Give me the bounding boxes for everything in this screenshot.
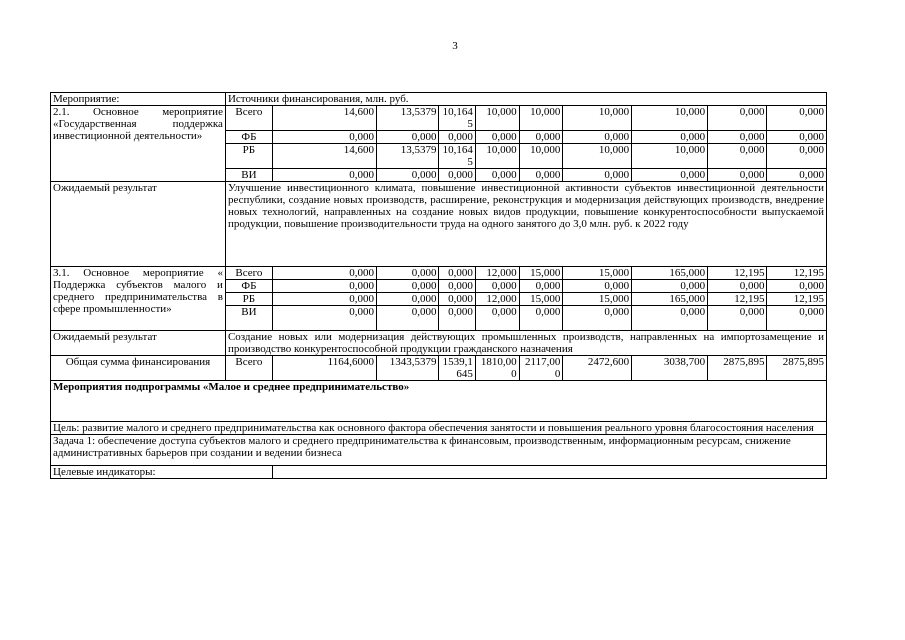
table-cell: 10,000 — [563, 106, 632, 131]
table-cell: 12,195 — [767, 267, 827, 280]
table-cell: 0,000 — [439, 267, 475, 280]
table-cell: 12,000 — [475, 293, 519, 306]
table-cell: 0,000 — [376, 306, 438, 331]
table-cell: 0,000 — [519, 306, 563, 331]
table-cell: 10,000 — [519, 106, 563, 131]
table-cell: 10,000 — [519, 144, 563, 169]
table-cell: 0,000 — [439, 131, 475, 144]
row-label: ВИ — [225, 306, 272, 331]
row-label: Всего — [225, 267, 272, 280]
page-number: 3 — [452, 40, 458, 52]
table-cell: 0,000 — [708, 131, 767, 144]
table-cell: 0,000 — [272, 293, 376, 306]
task-row — [51, 435, 827, 466]
table-cell: 0,000 — [767, 306, 827, 331]
table-cell: 0,000 — [632, 306, 708, 331]
task-1-text: Задача 1: обеспечение доступа субъектов малого и среднего предпринимательства к финансовым, производственным, информационным ресурсам, снижение административных барьеров при создании и ведении бизнеса — [51, 435, 827, 466]
table-cell: 0,000 — [563, 306, 632, 331]
table-cell: 14,600 — [272, 106, 376, 131]
financing-table — [50, 92, 827, 479]
table-cell: 0,000 — [767, 144, 827, 169]
table-cell: 2117,000 — [519, 356, 563, 381]
table-cell: 15,000 — [519, 267, 563, 280]
table-row — [51, 267, 827, 280]
table-cell: 0,000 — [708, 306, 767, 331]
table-cell: 10,000 — [475, 144, 519, 169]
row-label: ФБ — [225, 280, 272, 293]
table-cell: 15,000 — [563, 293, 632, 306]
expected-result-label: Ожидаемый результат — [51, 182, 226, 267]
table-cell: 14,600 — [272, 144, 376, 169]
subprogram-title-row — [51, 381, 827, 422]
table-cell: 0,000 — [767, 280, 827, 293]
table-cell: 0,000 — [376, 169, 438, 182]
table-cell: 165,000 — [632, 293, 708, 306]
table-cell: 0,000 — [475, 306, 519, 331]
table-cell: 0,000 — [272, 280, 376, 293]
total-row — [51, 356, 827, 381]
table-cell: 0,000 — [708, 169, 767, 182]
expected-result-row — [51, 182, 827, 267]
table-cell: 12,195 — [708, 267, 767, 280]
table-cell: 15,000 — [563, 267, 632, 280]
table-cell: 0,000 — [632, 280, 708, 293]
table-cell: 0,000 — [708, 144, 767, 169]
total-label: Общая сумма финансирования — [51, 356, 226, 381]
table-cell: 13,5379 — [376, 106, 438, 131]
table-cell: 0,000 — [439, 280, 475, 293]
table-cell: 0,000 — [439, 293, 475, 306]
table-cell: 0,000 — [376, 131, 438, 144]
table-cell: 0,000 — [519, 131, 563, 144]
table-cell: 2875,895 — [708, 356, 767, 381]
indicators-row — [51, 466, 827, 479]
table-cell: 0,000 — [475, 169, 519, 182]
expected-result-text: Создание новых или модернизация действующих промышленных производств, направленных на импортозамещение и производство конкурентоспособной продукции гражданского назначения — [225, 331, 826, 356]
row-label: ФБ — [225, 131, 272, 144]
table-cell: 1810,000 — [475, 356, 519, 381]
table-cell: 0,000 — [376, 293, 438, 306]
table-cell: 12,000 — [475, 267, 519, 280]
header-sources: Источники финансирования, млн. руб. — [225, 93, 826, 106]
goal-text: Цель: развитие малого и среднего предпринимательства как основного фактора обеспечения занятости и повышения реального уровня благосостояния населения — [51, 422, 827, 435]
table-cell: 1343,5379 — [376, 356, 438, 381]
table-cell: 2875,895 — [767, 356, 827, 381]
table-cell: 0,000 — [272, 131, 376, 144]
table-cell: 10,000 — [563, 144, 632, 169]
table-cell: 0,000 — [519, 280, 563, 293]
row-label: РБ — [225, 144, 272, 169]
indicators-value — [272, 466, 826, 479]
row-label: Всего — [225, 106, 272, 131]
table-cell: 0,000 — [632, 169, 708, 182]
indicators-label: Целевые индикаторы: — [51, 466, 273, 479]
table-cell: 0,000 — [376, 267, 438, 280]
expected-result-label: Ожидаемый результат — [51, 331, 226, 356]
table-cell: 0,000 — [767, 169, 827, 182]
table-cell: 10,1645 — [439, 144, 475, 169]
subprogram-title: Мероприятия подпрограммы «Малое и среднее предпринимательство» — [51, 381, 827, 422]
table-cell: 10,000 — [632, 144, 708, 169]
table-cell: 0,000 — [272, 267, 376, 280]
table-cell: 10,1645 — [439, 106, 475, 131]
table-cell: 0,000 — [439, 306, 475, 331]
table-row — [51, 106, 827, 131]
table-cell: 0,000 — [563, 131, 632, 144]
measure-2-1-name: 2.1. Основное мероприятие «Государственная поддержка инвестиционной деятельности» — [51, 106, 226, 182]
table-cell: 0,000 — [439, 169, 475, 182]
table-cell: 12,195 — [767, 293, 827, 306]
table-cell: 0,000 — [563, 169, 632, 182]
table-cell: 0,000 — [519, 169, 563, 182]
table-cell: 0,000 — [475, 131, 519, 144]
expected-result-row — [51, 331, 827, 356]
row-label: РБ — [225, 293, 272, 306]
table-cell: 0,000 — [767, 131, 827, 144]
table-cell: 12,195 — [708, 293, 767, 306]
table-cell: 0,000 — [708, 106, 767, 131]
table-cell: 10,000 — [475, 106, 519, 131]
row-label: ВИ — [225, 169, 272, 182]
row-label: Всего — [225, 356, 272, 381]
table-cell: 15,000 — [519, 293, 563, 306]
table-cell: 10,000 — [632, 106, 708, 131]
table-cell: 13,5379 — [376, 144, 438, 169]
table-cell: 1539,1645 — [439, 356, 475, 381]
measure-3-1-name: 3.1. Основное мероприятие « Поддержка субъектов малого и среднего предпринимательства в сфере промышленности» — [51, 267, 226, 331]
table-cell: 0,000 — [272, 169, 376, 182]
table-cell: 0,000 — [708, 280, 767, 293]
header-row — [51, 93, 827, 106]
table-cell: 165,000 — [632, 267, 708, 280]
table-cell: 1164,6000 — [272, 356, 376, 381]
table-cell: 0,000 — [767, 106, 827, 131]
table-cell: 2472,600 — [563, 356, 632, 381]
table-cell: 3038,700 — [632, 356, 708, 381]
table-cell: 0,000 — [563, 280, 632, 293]
goal-row — [51, 422, 827, 435]
table-cell: 0,000 — [632, 131, 708, 144]
expected-result-text: Улучшение инвестиционного климата, повышение инвестиционной активности субъектов инвестиционной деятельности республики, создание новых производств, расширение, реконструкция и модернизация действующих производств, внедрение новых технологий, направленных на создание новых видов продукции, повышение конкурентоспособности выпускаемой продукции, повышение производительности труда на одного занятого до 3,0 млн. руб. к 2022 году — [225, 182, 826, 267]
header-measure: Мероприятие: — [51, 93, 226, 106]
table-cell: 0,000 — [475, 280, 519, 293]
table-cell: 0,000 — [272, 306, 376, 331]
table-cell: 0,000 — [376, 280, 438, 293]
